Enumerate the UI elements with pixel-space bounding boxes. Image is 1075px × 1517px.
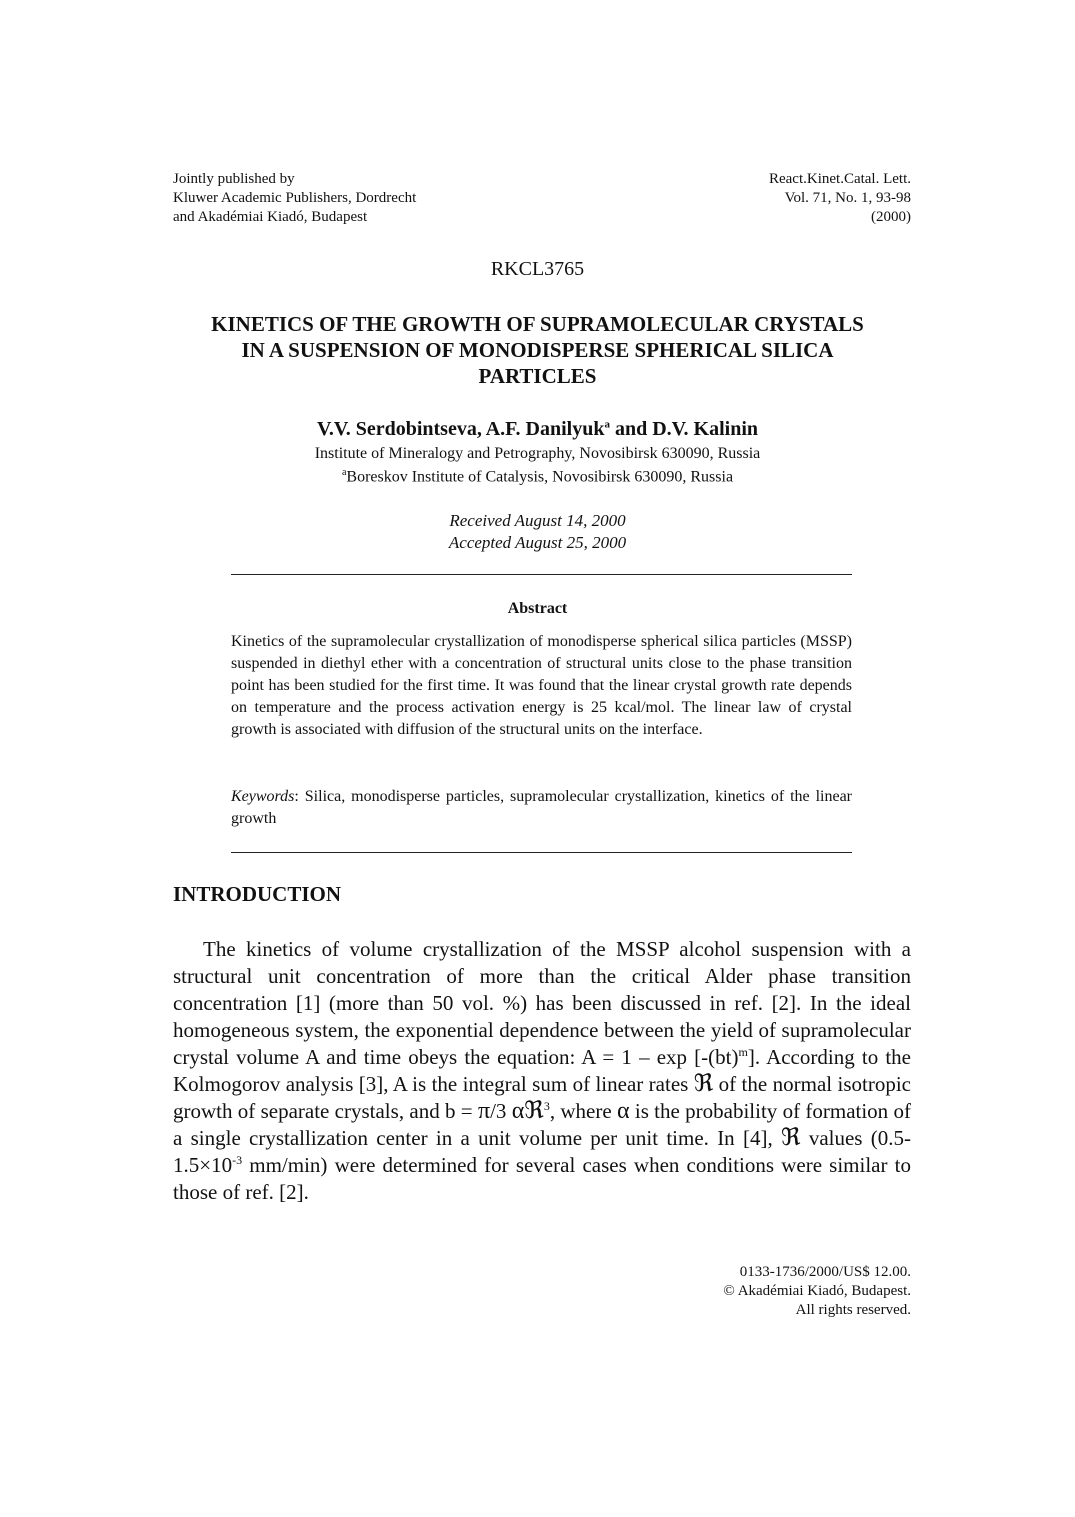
symbol-r: ℜ <box>781 1125 801 1151</box>
paragraph <box>173 936 911 1206</box>
affiliation-marker: a <box>341 467 347 478</box>
title-line: PARTICLES <box>478 364 597 388</box>
text-run: ]. According to the Kolmogorov analysis [3], A is the integral sum of linear rates <box>173 1045 911 1096</box>
affiliation-1: Institute of Mineralogy and Petrography, Novosibirsk 630090, Russia <box>314 445 761 462</box>
introduction-body <box>173 936 911 1206</box>
publisher-block <box>173 170 593 227</box>
abstract-heading: Abstract <box>507 600 568 617</box>
title-line: IN A SUSPENSION OF MONODISPERSE SPHERICAL SILICA <box>241 338 834 362</box>
symbol-alpha: α <box>616 1098 630 1124</box>
divider <box>231 852 852 853</box>
text-run: is the probability of formation of a single crystallization center in a unit volume per unit time. In [4], <box>173 1099 911 1150</box>
symbol-pi: π <box>477 1098 491 1124</box>
abstract-text: Kinetics of the supramolecular crystallization of monodisperse spherical silica particles (MSSP) suspended in diethyl ether with a concentration of structural units close to the phase transition point has been studied for the first time. It was found that the linear crystal growth rate depends on temperature and the process activation energy is 25 kcal/mol. The linear law of crystal growth is associated with diffusion of the structural units on the interface. <box>231 633 852 738</box>
paper-title <box>160 311 915 389</box>
title-line: KINETICS OF THE GROWTH OF SUPRAMOLECULAR CRYSTALS <box>211 312 864 336</box>
text-run: mm/min) were determined for several cases when conditions were similar to those of ref. [2]. <box>173 1153 911 1204</box>
superscript: 3 <box>543 1099 550 1113</box>
journal-year: (2000) <box>871 209 911 225</box>
superscript: -3 <box>232 1153 243 1167</box>
authors-part: and D.V. Kalinin <box>609 418 759 440</box>
superscript: m <box>738 1045 748 1059</box>
authors-part: V.V. Serdobintseva, A.F. Danilyuk <box>316 418 605 440</box>
rights: All rights reserved. <box>795 1302 911 1318</box>
text-run: of the normal isotropic growth of separate crystals, and b = <box>173 1072 911 1123</box>
copyright-block <box>600 1263 911 1320</box>
affiliation-2 <box>0 467 1075 486</box>
received-date: Received August 14, 2000 <box>449 511 626 530</box>
journal-volume: Vol. 71, No. 1, 93-98 <box>784 190 911 206</box>
accepted-date: Accepted August 25, 2000 <box>448 533 627 552</box>
publisher-line: Jointly published by <box>173 171 295 187</box>
keywords <box>231 786 852 830</box>
paper-code: RKCL3765 <box>490 258 585 280</box>
symbol-alpha: α <box>511 1098 525 1124</box>
keywords-text: : Silica, monodisperse particles, supramolecular crystallization, kinetics of the linear growth <box>231 788 852 827</box>
dates <box>0 510 1075 554</box>
publisher-line: and Akadémiai Kiadó, Budapest <box>173 209 368 225</box>
publisher-line: Kluwer Academic Publishers, Dordrecht <box>173 190 417 206</box>
symbol-r: ℜ <box>524 1098 544 1124</box>
journal-block <box>600 170 911 227</box>
affiliation-text: Boreskov Institute of Catalysis, Novosibirsk 630090, Russia <box>346 468 734 486</box>
text-run: /3 <box>490 1099 512 1123</box>
authors <box>0 418 1075 441</box>
affiliation-marker: a <box>604 418 610 431</box>
journal-name: React.Kinet.Catal. Lett. <box>768 171 911 187</box>
issn-price: 0133-1736/2000/US$ 12.00. <box>739 1264 911 1280</box>
text-run: values (0.5-1.5×10 <box>173 1126 911 1177</box>
keywords-label: Keywords <box>231 788 295 805</box>
section-heading: INTRODUCTION <box>173 882 342 906</box>
text-run: , where <box>549 1099 617 1123</box>
symbol-r: ℜ <box>693 1071 714 1097</box>
copyright: © Akadémiai Kiadó, Budapest. <box>723 1283 911 1299</box>
divider <box>231 574 852 575</box>
text-run: The kinetics of volume crystallization of the MSSP alcohol suspension with a structural unit concentration of more than the critical Alder phase transition concentration [1] (more than 50 vol. %) has been discussed in ref. [2]. In the ideal homogeneous system, the exponential dependence between the yield of supramolecular crystal volume A and time obeys the equation: A = 1 – exp [-(bt) <box>173 937 911 1069</box>
